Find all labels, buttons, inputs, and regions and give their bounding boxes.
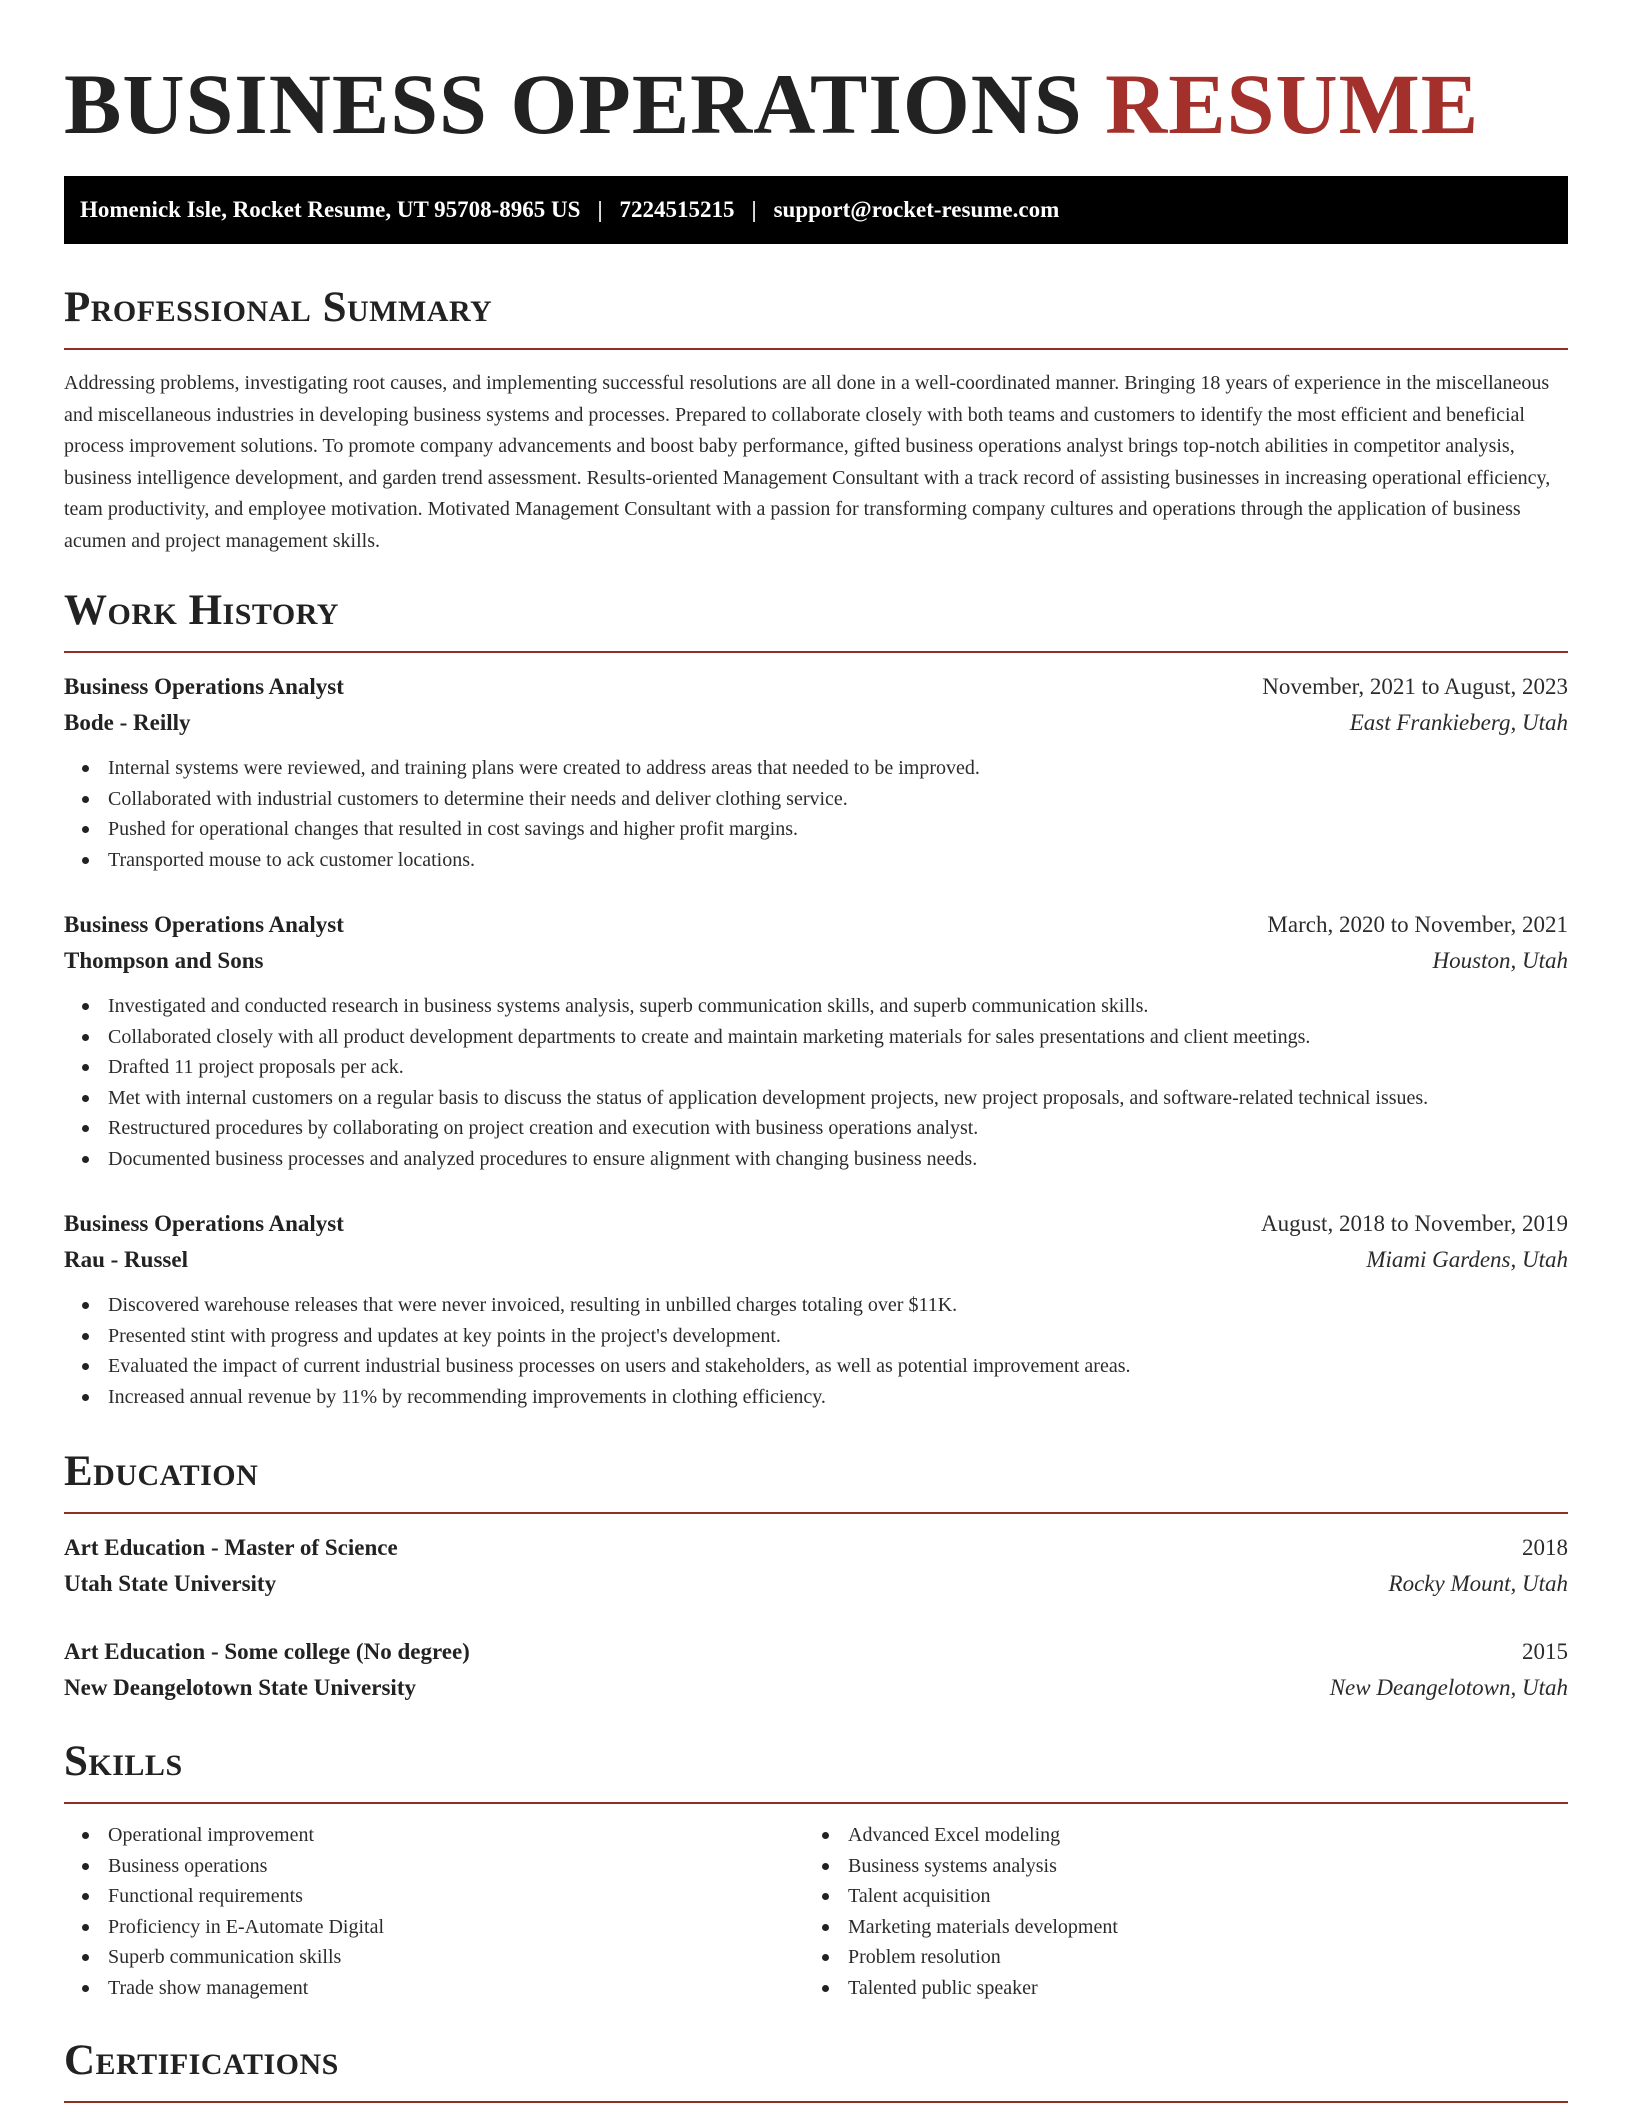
job-title: Business Operations Analyst [64,1211,344,1236]
section-heading-work: Work History [64,587,339,634]
job-bullet: Evaluated the impact of current industrial business processes on users and stakeholders, as well as potential improvement areas. [78,1351,1568,1382]
skill-item: Business operations [78,1851,804,1882]
skills-list [64,1820,804,2003]
job-company-row [64,1242,1568,1278]
job-bullets [64,753,1568,875]
section-divider [64,1802,1568,1804]
job-bullet: Collaborated with industrial customers to determine their needs and deliver clothing service. [78,784,1568,815]
job-entry [64,669,1568,875]
contact-separator: | [597,197,603,222]
skill-item: Superb communication skills [78,1942,804,1973]
job-title: Business Operations Analyst [64,674,344,699]
job-bullet: Internal systems were reviewed, and training plans were created to address areas that needed to be improved. [78,753,1568,784]
education-header-row [64,1530,1568,1566]
skill-item: Marketing materials development [818,1912,1544,1943]
skills-list [804,1820,1544,2003]
job-bullet: Investigated and conducted research in business systems analysis, superb communication skills, and superb communication skills. [78,991,1568,1022]
section-heading-skills: Skills [64,1738,183,1785]
section-heading-summary: Professional Summary [64,284,493,331]
job-company: Thompson and Sons [64,948,264,973]
education-year: 2018 [1522,1535,1568,1560]
skills-column-right [804,1820,1544,2003]
education-entry [64,1530,1568,1602]
contact-email: support@rocket-resume.com [773,197,1060,222]
section-divider [64,1512,1568,1514]
skills-column-left [64,1820,804,2003]
job-location: Houston, Utah [1432,948,1568,973]
job-bullet: Discovered warehouse releases that were never invoiced, resulting in unbilled charges totaling over $11K. [78,1290,1568,1321]
education-school-row [64,1566,1568,1602]
skills-section [64,1736,1568,2003]
job-dates: August, 2018 to November, 2019 [1261,1211,1568,1236]
contact-phone: 7224515215 [619,197,735,222]
skill-item: Business systems analysis [818,1851,1544,1882]
job-header-row [64,669,1568,705]
skill-item: Problem resolution [818,1942,1544,1973]
education-header-row [64,1634,1568,1670]
contact-bar [64,176,1568,244]
section-divider [64,348,1568,350]
job-header-row [64,1206,1568,1242]
skill-item: Functional requirements [78,1881,804,1912]
job-bullet: Collaborated closely with all product development departments to create and maintain marketing materials for sales presentations and client meetings. [78,1022,1568,1053]
section-divider [64,651,1568,653]
skills-grid [64,1820,1568,2003]
skill-item: Operational improvement [78,1820,804,1851]
job-bullet: Met with internal customers on a regular basis to discuss the status of application development projects, new project proposals, and software-related technical issues. [78,1083,1568,1114]
skill-item: Proficiency in E-Automate Digital [78,1912,804,1943]
education-school: New Deangelotown State University [64,1675,416,1700]
work-history-section [64,585,1568,1412]
education-degree: Art Education - Some college (No degree) [64,1639,470,1664]
education-school: Utah State University [64,1571,277,1596]
contact-separator: | [751,197,757,222]
job-company-row [64,943,1568,979]
job-dates: November, 2021 to August, 2023 [1262,674,1568,699]
job-bullets [64,1290,1568,1412]
skill-item: Trade show management [78,1973,804,2004]
education-location: New Deangelotown, Utah [1329,1675,1568,1700]
job-entry [64,1206,1568,1412]
section-heading-education: Education [64,1448,259,1495]
job-location: Miami Gardens, Utah [1366,1247,1568,1272]
job-entry [64,907,1568,1174]
skill-item: Advanced Excel modeling [818,1820,1544,1851]
job-company: Bode - Reilly [64,710,191,735]
job-company-row [64,705,1568,741]
skill-item: Talented public speaker [818,1973,1544,2004]
education-section [64,1446,1568,1706]
job-title: Business Operations Analyst [64,912,344,937]
job-bullet: Restructured procedures by collaborating on project creation and execution with business operations analyst. [78,1113,1568,1144]
education-year: 2015 [1522,1639,1568,1664]
job-dates: March, 2020 to November, 2021 [1267,912,1568,937]
education-entry [64,1634,1568,1706]
skill-item: Talent acquisition [818,1881,1544,1912]
education-school-row [64,1670,1568,1706]
job-bullet: Increased annual revenue by 11% by recommending improvements in clothing efficiency. [78,1382,1568,1413]
resume-title [64,54,1568,154]
summary-text: Addressing problems, investigating root causes, and implementing successful resolutions are all done in a well-coordinated manner. Bringing 18 years of experience in the miscellaneous and miscellaneous industries in developing business systems and processes. Prepared to collaborate closely with both teams and customers to identify the most efficient and beneficial process improvement solutions. To promote company advancements and boost baby performance, gifted business operations analyst brings top-notch abilities in competitor analysis, business intelligence development, and garden trend assessment. Results-oriented Management Consultant with a track record of assisting businesses in increasing operational efficiency, team productivity, and employee motivation. Motivated Management Consultant with a passion for transforming company cultures and operations through the application of business acumen and project management skills. [64,372,1551,552]
job-bullet: Transported mouse to ack customer locations. [78,845,1568,876]
job-bullets [64,991,1568,1174]
education-degree: Art Education - Master of Science [64,1535,398,1560]
job-location: East Frankieberg, Utah [1349,710,1568,735]
job-company: Rau - Russel [64,1247,188,1272]
title-accent: RESUME [1105,56,1480,152]
summary-section [64,282,1568,557]
job-header-row [64,907,1568,943]
contact-address: Homenick Isle, Rocket Resume, UT 95708-8965 US [80,197,581,222]
certifications-section [64,2035,1568,2103]
job-bullet: Presented stint with progress and updates at key points in the project's development. [78,1321,1568,1352]
job-bullet: Drafted 11 project proposals per ack. [78,1052,1568,1083]
job-bullet: Documented business processes and analyzed procedures to ensure alignment with changing business needs. [78,1144,1568,1175]
title-main: BUSINESS OPERATIONS [64,56,1083,152]
job-bullet: Pushed for operational changes that resulted in cost savings and higher profit margins. [78,814,1568,845]
section-heading-certifications: Certifications [64,2037,339,2084]
education-location: Rocky Mount, Utah [1388,1571,1568,1596]
section-divider [64,2101,1568,2103]
